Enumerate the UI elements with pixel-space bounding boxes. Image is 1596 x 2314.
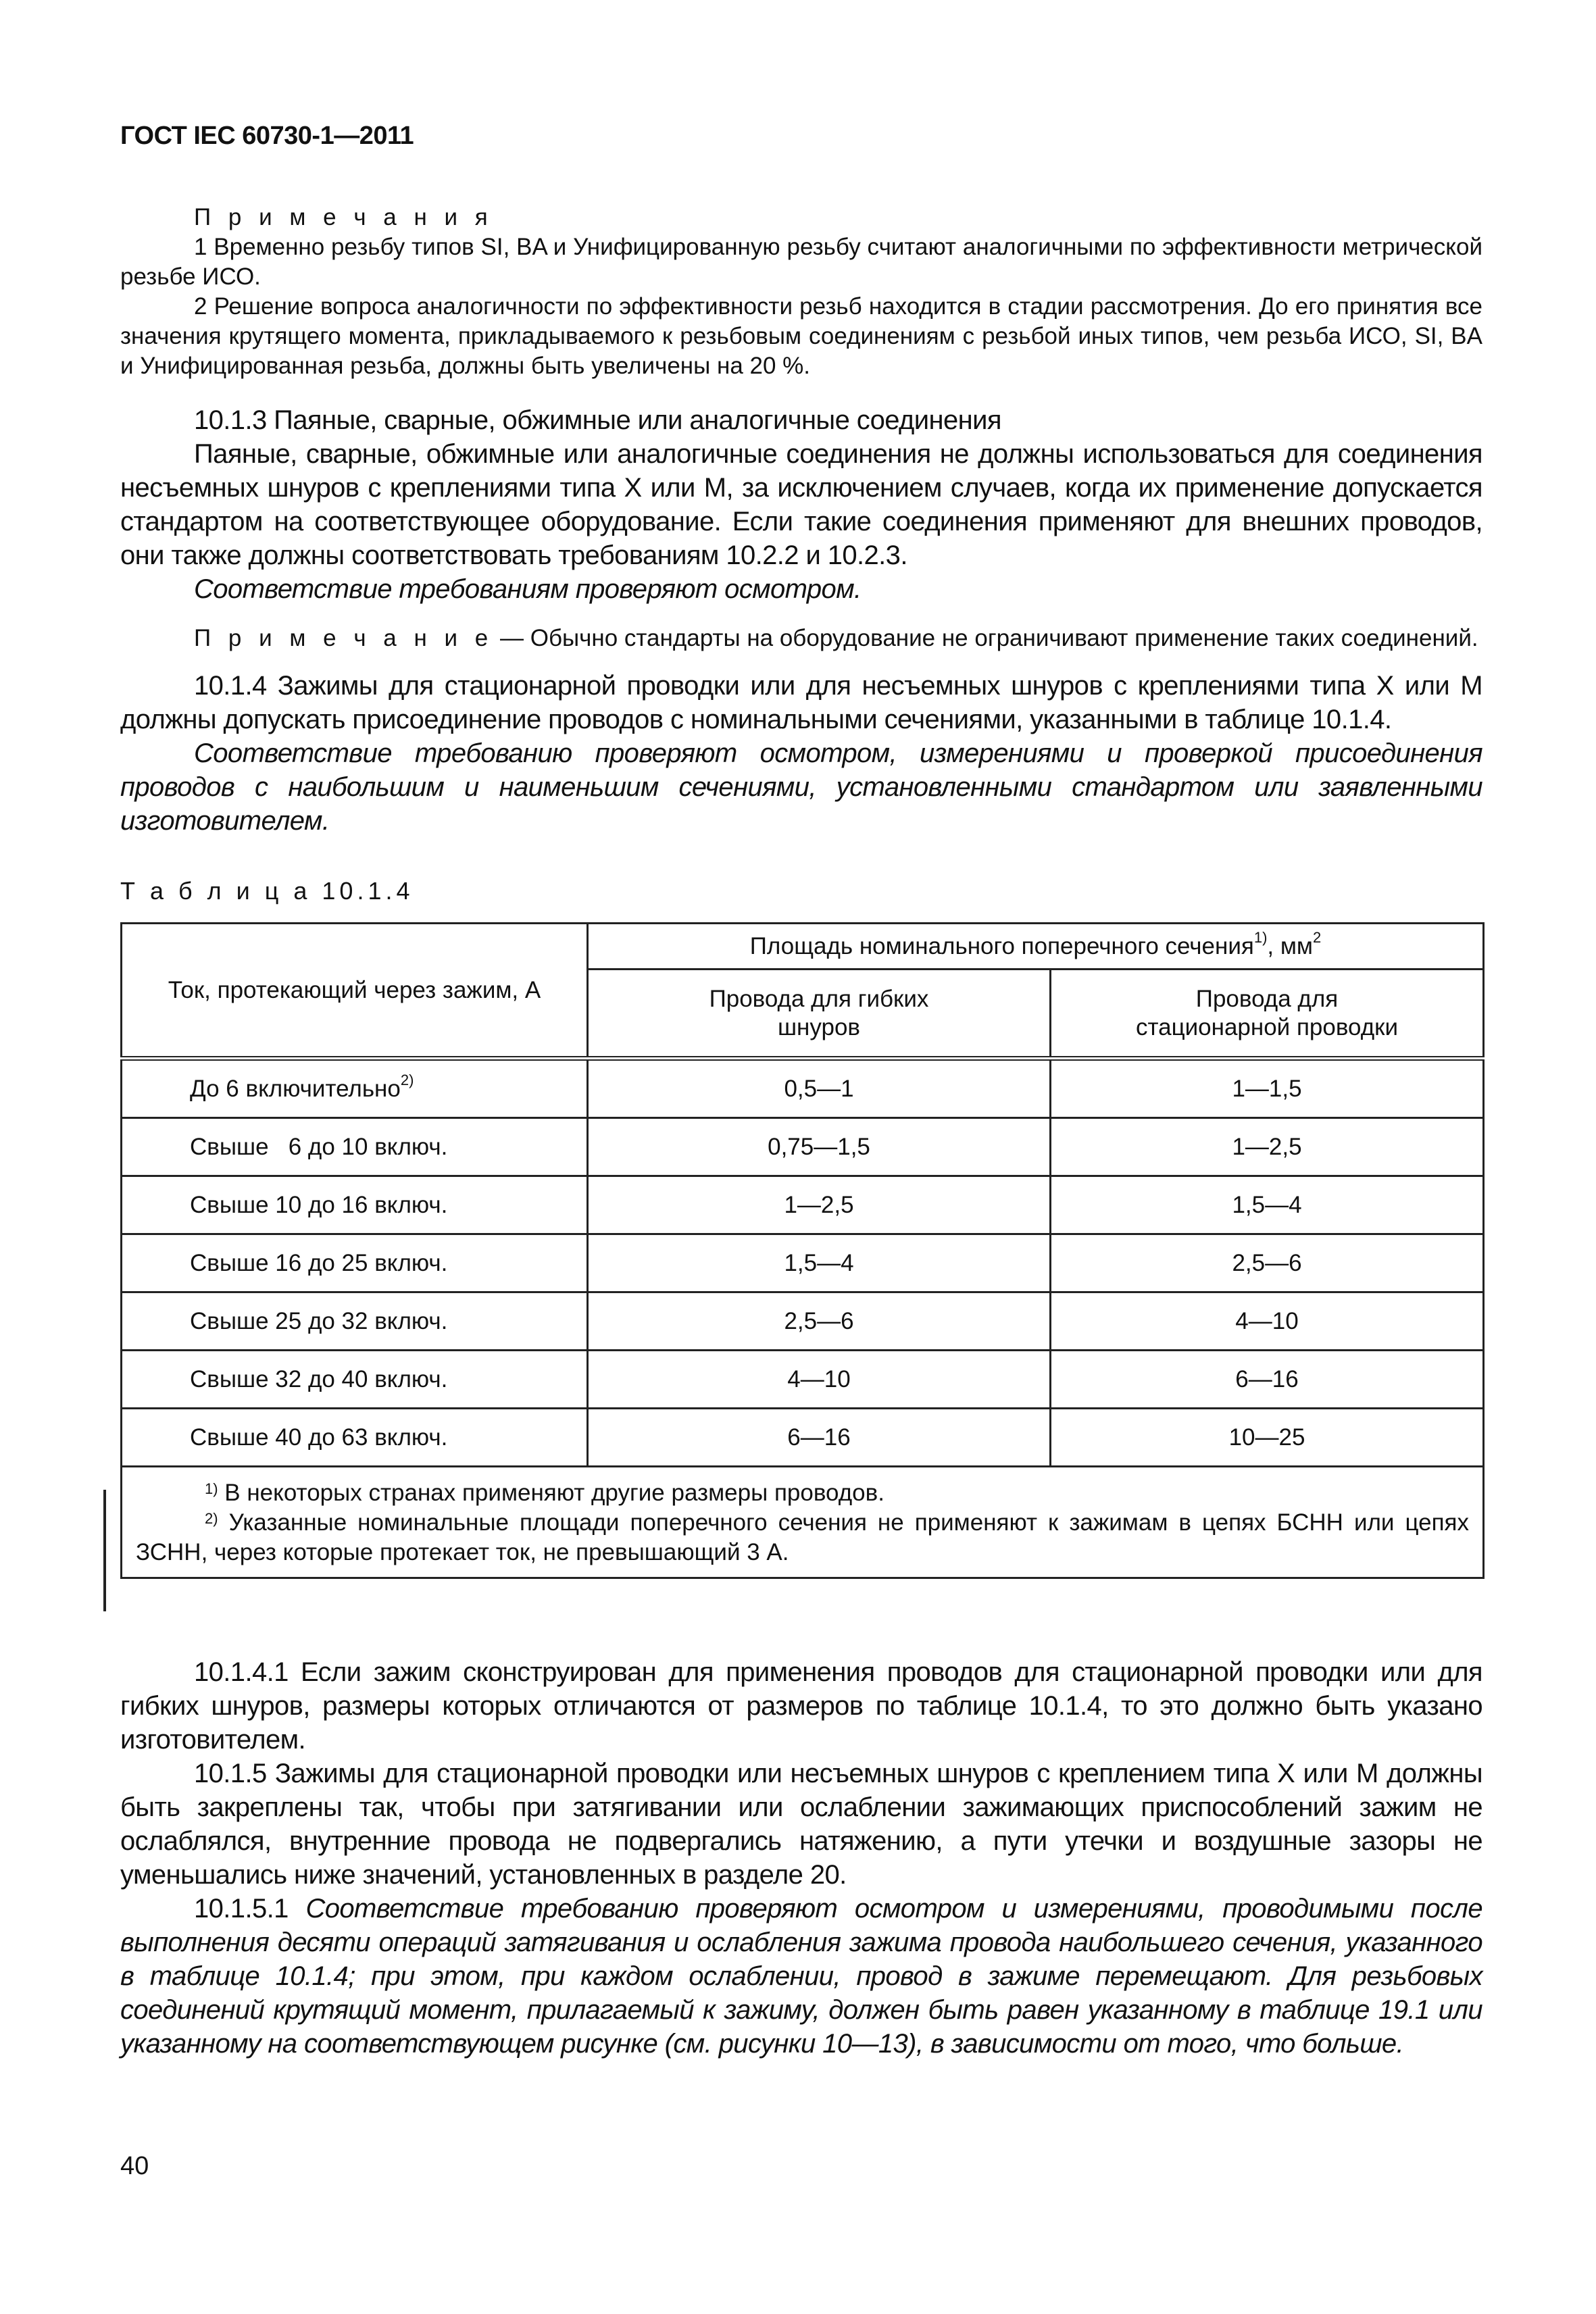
section-body: 10.1.4 Зажимы для стационарной проводки или для несъемных шнуров с креплениями типа X или M должны допускать присоединение проводов с номинальными сечениями, указанными в таблице 10.1.4.	[120, 671, 1482, 734]
page-number: 40	[120, 2152, 149, 2180]
table-row	[122, 1409, 1484, 1467]
revision-bar	[103, 1490, 106, 1611]
notes-heading: П р и м е ч а н и я	[194, 204, 493, 230]
wire-section-table	[120, 922, 1485, 1579]
group-header: Площадь номинального поперечного сечения$^{1)}$, $мм^2$	[588, 924, 1484, 970]
section-10-1-4	[120, 669, 1482, 838]
cell-current: Свыше 16 до 25 включ.	[122, 1234, 588, 1292]
col-header-current: Ток, протекающий через зажим, А	[122, 924, 588, 1059]
table-row	[122, 1234, 1484, 1292]
cell-current: Свыше 25 до 32 включ.	[122, 1292, 588, 1351]
cell-flexible: 1,5—4	[588, 1234, 1051, 1292]
cell-current: Свыше 40 до 63 включ.	[122, 1409, 588, 1467]
cell-flexible: 4—10	[588, 1351, 1051, 1409]
col-header-flexible: Провода для гибких шнуров	[588, 970, 1051, 1059]
cell-current: До 6 включительно$^{2)}$	[122, 1059, 588, 1118]
section-10-1-5: 10.1.5 Зажимы для стационарной проводки или несъемных шнуров с креплением типа X или M должны быть закреплены так, чтобы при затягивании или ослаблении зажимающих приспособлений зажим не ослаблялся, внутренние провода не подвергались натяжению, а пути утечки и воздушные зазоры не уменьшались ниже значений, установленных в разделе 20.	[120, 1759, 1482, 1890]
cell-current: Свыше 6 до 10 включ.	[122, 1118, 588, 1176]
note-text: — Обычно стандарты на оборудование не ограничивают применение таких соединений.	[493, 625, 1478, 651]
document-code: ГОСТ IEC 60730-1—2011	[120, 122, 414, 150]
table-caption: Т а б л и ц а 10.1.4	[120, 877, 414, 905]
section-body: Паяные, сварные, обжимные или аналогичные соединения не должны использоваться для соединения несъемных шнуров с креплениями типа X или M, за исключением случаев, когда их применение допускается стандартом на соответствующее оборудование. Если такие соединения применяют для внешних проводов, они также должны соответствовать требованиям 10.2.2 и 10.2.3.	[120, 439, 1482, 570]
cell-fixed: 10—25	[1051, 1409, 1484, 1467]
table-row	[122, 1292, 1484, 1351]
section-10-1-4-1: 10.1.4.1 Если зажим сконструирован для применения проводов для стационарной проводки или для гибких шнуров, размеры которых отличаются от размеров по таблице 10.1.4, то это должно быть указано изготовителем.	[120, 1657, 1482, 1755]
cell-flexible: 2,5—6	[588, 1292, 1051, 1351]
col-header-fixed: Провода для стационарной проводки	[1051, 970, 1484, 1059]
cell-fixed: 1,5—4	[1051, 1176, 1484, 1234]
table-row	[122, 1118, 1484, 1176]
cell-flexible: 6—16	[588, 1409, 1051, 1467]
note-label: П р и м е ч а н и е	[194, 625, 494, 651]
table-footnotes	[122, 1467, 1484, 1578]
cell-fixed: 4—10	[1051, 1292, 1484, 1351]
cell-fixed: 2,5—6	[1051, 1234, 1484, 1292]
cell-current: Свыше 32 до 40 включ.	[122, 1351, 588, 1409]
compliance-check: Соответствие требованию проверяют осмотром, измерениями и проверкой присоединения проводов с наибольшим и наименьшим сечениями, установленными стандартом или заявленными изготовителем.	[120, 738, 1482, 836]
section-title: 10.1.3 Паяные, сварные, обжимные или аналогичные соединения	[194, 405, 1001, 435]
table-row	[122, 1351, 1484, 1409]
table-row	[122, 1176, 1484, 1234]
footnote-1: $^{1)}$ В некоторых странах применяют другие размеры проводов.	[205, 1480, 884, 1506]
notes-block	[120, 203, 1482, 381]
cell-flexible: 1—2,5	[588, 1176, 1051, 1234]
footnote-2: $^{2)}$ Указанные номинальные площади поперечного сечения не применяют к зажимам в цепях БСНН или цепях ЗСНН, через которые протекает ток, не превышающий 3 А.	[136, 1509, 1469, 1565]
section-10-1-5-1: 10.1.5.1 Соответствие требованию проверяют осмотром и измерениями, проводимыми после выполнения десяти операций затягивания и ослабления зажима провода наибольшего сечения, указанного в таблице 10.1.4; при этом, при каждом ослаблении, провод в зажиме перемещают. Для резьбовых соединений крутящий момент, прилагаемый к зажиму, должен быть равен указанному в таблице 19.1 или указанному на соответствующем рисунке (см. рисунки 10—13), в зависимости от того, что больше.	[120, 1894, 1482, 2059]
cell-fixed: 1—1,5	[1051, 1059, 1484, 1118]
table-row	[122, 1059, 1484, 1118]
cell-fixed: 6—16	[1051, 1351, 1484, 1409]
section-note	[120, 624, 1482, 653]
section-10-1-4-1-to-10-1-5-1	[120, 1655, 1482, 2061]
cell-current: Свыше 10 до 16 включ.	[122, 1176, 588, 1234]
note-2: 2 Решение вопроса аналогичности по эффективности резьб находится в стадии рассмотрения. До его принятия все значения крутящего момента, прикладываемого к резьбовым соединениям с резьбой иных типов, чем резьба ИСО, SI, BA и Унифицированная резьба, должны быть увеличены на 20 %.	[120, 293, 1482, 379]
cell-flexible: 0,5—1	[588, 1059, 1051, 1118]
cell-flexible: 0,75—1,5	[588, 1118, 1051, 1176]
note-1: 1 Временно резьбу типов SI, BA и Унифицированную резьбу считают аналогичными по эффективности метрической резьбе ИСО.	[120, 234, 1482, 290]
section-10-1-3	[120, 403, 1482, 606]
compliance-check: Соответствие требованиям проверяют осмотром.	[194, 574, 862, 604]
cell-fixed: 1—2,5	[1051, 1118, 1484, 1176]
